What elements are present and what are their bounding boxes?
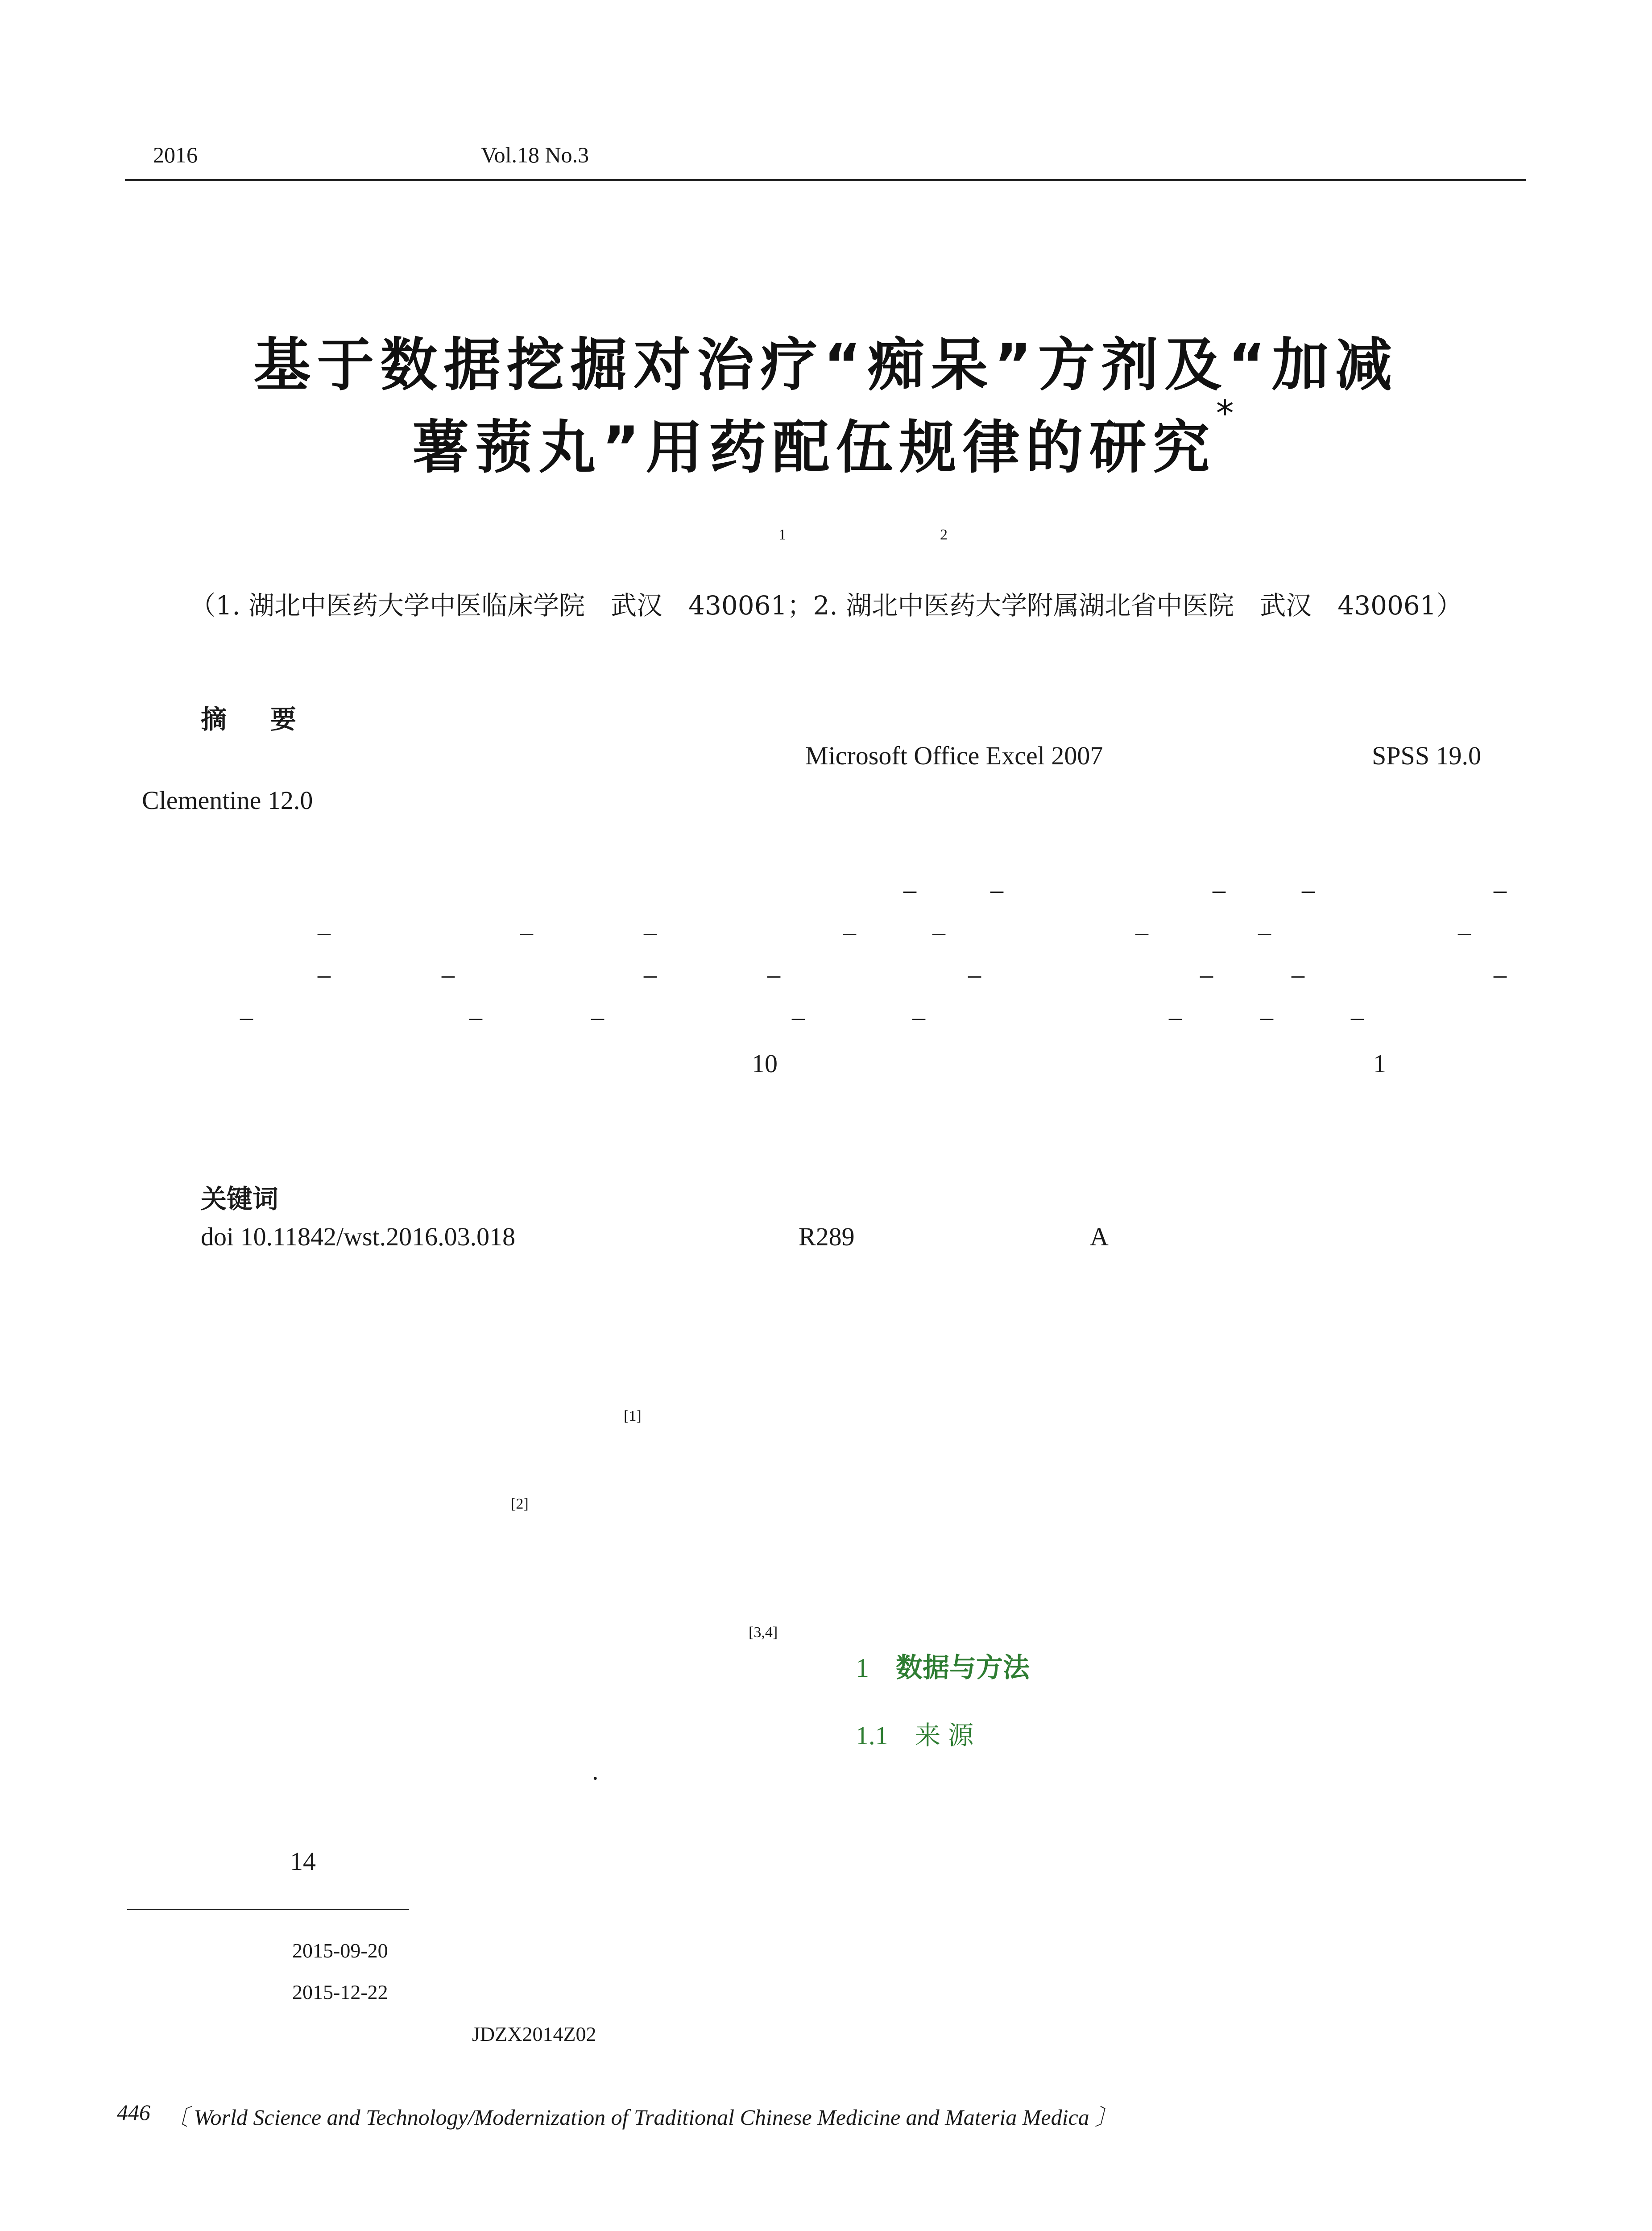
abstract-dash: – xyxy=(1200,960,1213,989)
abstract-number-1: 1 xyxy=(1373,1049,1386,1078)
abstract-dash: – xyxy=(644,917,657,946)
abstract-dash: – xyxy=(903,875,916,904)
author-mark-2: 2 xyxy=(940,527,948,543)
abstract-software-clementine: Clementine 12.0 xyxy=(142,786,313,815)
count-14: 14 xyxy=(290,1847,316,1876)
title-line-2 xyxy=(0,393,1652,484)
revised-date: 2015-12-22 xyxy=(292,1981,388,2003)
header-volume: Vol.18 No.3 xyxy=(481,142,589,167)
clc-number: R289 xyxy=(799,1222,855,1251)
abstract-dash: – xyxy=(240,1002,253,1031)
affiliation: （1. 湖北中医药大学中医临床学院 武汉 430061；2. 湖北中医药大学附属湖北省中医院 武汉 430061） xyxy=(190,590,1462,621)
abstract-dash: – xyxy=(1302,875,1315,904)
abstract-software-excel: Microsoft Office Excel 2007 xyxy=(805,741,1103,770)
abstract-number-10: 10 xyxy=(752,1049,778,1078)
reference-marker: [2] xyxy=(511,1496,529,1512)
abstract-dash: – xyxy=(1292,960,1304,989)
abstract-dash: – xyxy=(912,1002,925,1031)
section-number: 1 xyxy=(856,1653,869,1683)
document-code: A xyxy=(1090,1222,1109,1251)
abstract-dash: – xyxy=(1135,917,1148,946)
abstract-dash: – xyxy=(1213,875,1226,904)
abstract-dash: – xyxy=(932,917,945,946)
abstract-dash: – xyxy=(442,960,455,989)
abstract-dash: – xyxy=(1458,917,1471,946)
header-rule xyxy=(125,179,1526,181)
received-date: 2015-09-20 xyxy=(292,1939,388,1962)
subsection-title: 来源 xyxy=(915,1720,981,1750)
subsection-number: 1.1 xyxy=(856,1721,888,1750)
title-line-2-text: 薯蓣丸”用药配伍规律的研究 xyxy=(412,415,1216,481)
abstract-software-spss: SPSS 19.0 xyxy=(1372,741,1482,770)
title-footnote-marker: * xyxy=(1216,393,1240,434)
section-1-1-heading xyxy=(856,1714,981,1752)
page-number: 446 xyxy=(117,2100,150,2125)
author-mark-1: 1 xyxy=(778,527,786,543)
abstract-dash: – xyxy=(792,1002,805,1031)
abstract-dash: – xyxy=(1494,875,1507,904)
abstract-label: 摘 要 xyxy=(201,704,306,734)
abstract-dash: – xyxy=(644,960,657,989)
reference-marker: [1] xyxy=(624,1408,642,1424)
abstract-dash: – xyxy=(1351,1002,1364,1031)
section-1-heading xyxy=(856,1646,1030,1685)
abstract-dash: – xyxy=(318,917,331,946)
footnote-rule xyxy=(127,1909,409,1910)
abstract-dash: – xyxy=(1494,960,1507,989)
abstract-dash: – xyxy=(1260,1002,1273,1031)
title-line-1: 基于数据挖掘对治疗“痴呆”方剂及“加减 xyxy=(253,332,1399,398)
abstract-dash: – xyxy=(1258,917,1271,946)
journal-name: 〔 World Science and Technology/Modernization of Traditional Chinese Medicine and Materia Medica 〕 xyxy=(166,2105,1118,2130)
abstract-dash: – xyxy=(1169,1002,1182,1031)
abstract-dash: – xyxy=(968,960,981,989)
abstract-dash: – xyxy=(520,917,533,946)
abstract-dash: – xyxy=(990,875,1003,904)
doi: doi 10.11842/wst.2016.03.018 xyxy=(201,1222,516,1251)
abstract-dash: – xyxy=(767,960,780,989)
keywords-label: 关键词 xyxy=(201,1184,279,1214)
section-title: 数据与方法 xyxy=(896,1652,1030,1684)
abstract-dash: – xyxy=(469,1002,482,1031)
fund-number: JDZX2014Z02 xyxy=(472,2023,596,2045)
abstract-dash: – xyxy=(318,960,331,989)
abstract-dash: – xyxy=(843,917,856,946)
header-year: 2016 xyxy=(153,142,198,167)
reference-marker: [3,4] xyxy=(749,1624,778,1641)
abstract-dash: – xyxy=(591,1002,604,1031)
sentence-period: . xyxy=(592,1756,599,1785)
